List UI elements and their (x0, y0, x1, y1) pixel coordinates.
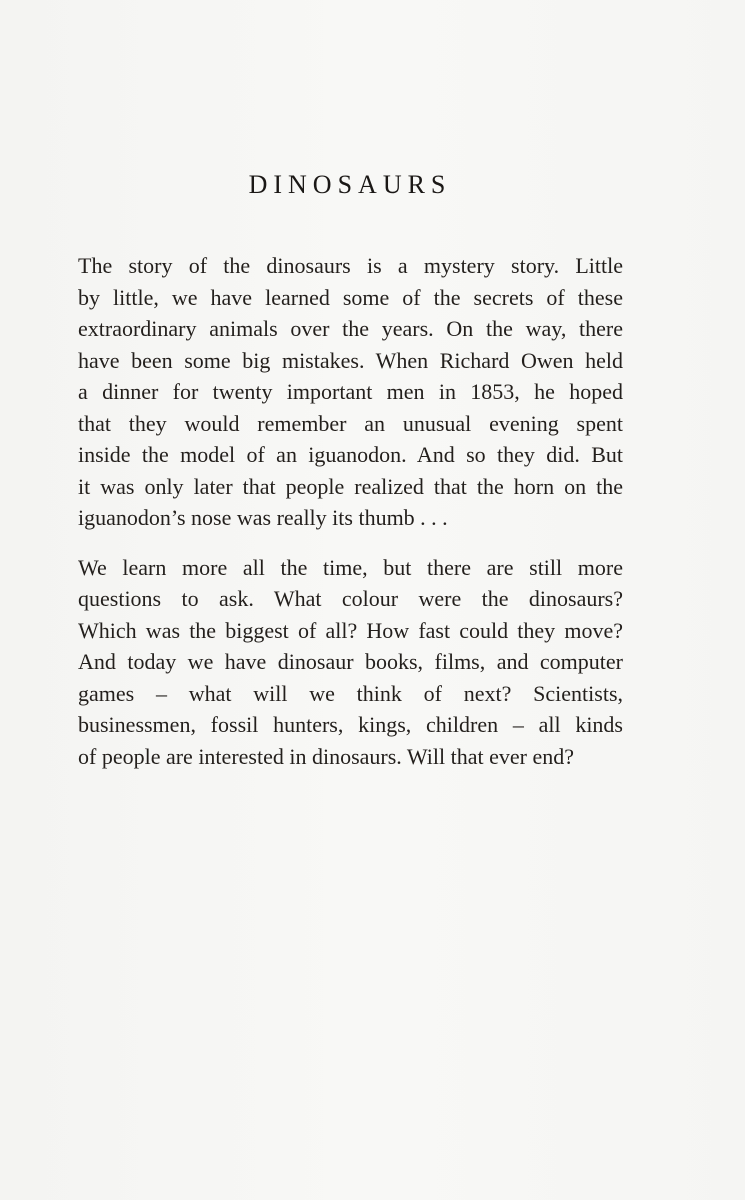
text-line: businessmen, fossil hunters, kings, children – all kinds (78, 712, 623, 737)
text-line: questions to ask. What colour were the dinosaurs? (78, 586, 623, 611)
text-line: The story of the dinosaurs is a mystery story. Little (78, 253, 623, 278)
text-line: We learn more all the time, but there are still more (78, 554, 623, 580)
body-text (78, 250, 623, 772)
text-line: by little, we have learned some of the secrets of these (78, 284, 623, 310)
text-line: a dinner for twenty important men in 1853, he hoped (78, 379, 623, 404)
paragraph-2 (78, 552, 623, 773)
text-line: And today we have dinosaur books, films, and computer (78, 649, 623, 674)
text-line: of people are interested in dinosaurs. Will that ever end? (78, 743, 574, 769)
text-line: iguanodon’s nose was really its thumb . . . (78, 505, 448, 530)
text-line: inside the model of an iguanodon. And so they did. But (78, 442, 623, 467)
text-line: extraordinary animals over the years. On the way, there (78, 316, 623, 341)
text-line: that they would remember an unusual evening spent (78, 410, 623, 436)
text-line: it was only later that people realized that the horn on the (78, 473, 623, 499)
text-line: Which was the biggest of all? How fast could they move? (78, 617, 623, 643)
text-line: have been some big mistakes. When Richard Owen held (78, 347, 623, 373)
paragraph-1 (78, 250, 623, 534)
text-line: games – what will we think of next? Scientists, (78, 680, 623, 706)
page-title: DINOSAURS (248, 170, 452, 199)
